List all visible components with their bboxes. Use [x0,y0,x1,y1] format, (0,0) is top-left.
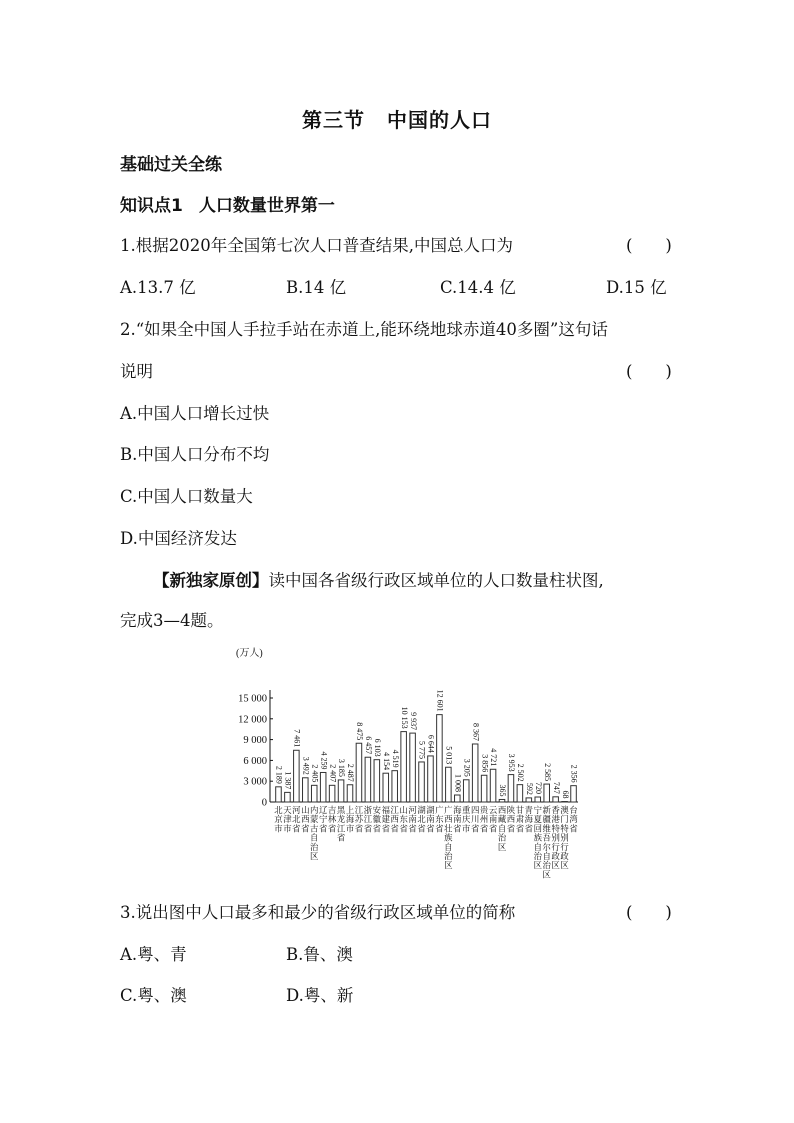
category-label-char: 林 [327,815,337,825]
category-label-char: 东 [435,815,444,825]
bar-value-label: 10 153 [399,706,409,729]
y-tick-label: 15 000 [238,693,267,705]
category-label-char: 市 [345,824,355,834]
category-label-char: 河 [408,806,417,815]
title-part2: 中国的人口 [387,108,492,132]
bar [294,750,300,802]
category-label-char: 行 [551,842,560,852]
category-label-char: 西 [390,815,399,825]
category-label-char: 陕 [506,806,516,815]
category-label-char: 自 [310,833,319,843]
bar-value-label: 12 601 [435,689,445,712]
category-label-char: 族 [444,833,453,843]
q3-answer-blank[interactable]: ( ) [626,903,672,922]
category-label-char: 吉 [327,806,337,815]
category-label-char: 天 [283,806,292,815]
bar [490,769,496,802]
category-label-char: 省 [426,824,435,834]
bar [329,785,335,802]
category-label-char: 广 [444,806,453,815]
bar [285,792,291,802]
q3-stem: 3.说出图中人口最多和最少的省级行政区域单位的简称 [120,903,516,922]
category-label-char: 省 [372,824,382,834]
bar [276,787,282,802]
category-label-char: 省 [292,824,301,834]
category-label-char: 族 [533,833,542,843]
category-label-char: 省 [318,824,328,834]
category-label-char: 宁 [318,815,328,825]
category-label-char: 省 [354,824,364,834]
category-label-char: 别 [560,833,569,843]
bar-value-label: 2 356 [569,764,579,783]
category-label-char: 西 [497,806,507,815]
q3-option-d[interactable]: D.粤、新 [286,986,354,1005]
intro-line2: 完成3—4题。 [120,611,224,630]
bar [544,784,550,802]
q1-option-b[interactable]: B.14 亿 [286,278,347,297]
category-label-char: 甘 [515,806,525,815]
category-label-char: 台 [569,806,578,815]
bar [365,757,371,802]
category-label-char: 福 [381,806,390,815]
category-label-char: 自 [497,824,507,834]
y-tick-label: 12 000 [238,714,267,726]
bar-value-label: 2 405 [310,764,320,783]
bar [472,744,478,802]
bar [347,785,353,802]
category-label-char: 南 [426,815,435,825]
category-label-char: 广 [435,806,444,815]
bar [428,756,434,802]
section-heading: 基础过关全练 [120,155,222,175]
category-label-char: 西 [506,815,516,825]
category-label-char: 省 [301,824,310,834]
category-label-char: 江 [354,806,364,815]
category-label-char: 江 [336,824,346,834]
category-label-char: 新 [542,806,551,815]
category-label-char: 州 [479,815,489,825]
bar-value-label: 4 259 [319,751,329,770]
category-label-char: 藏 [497,815,507,825]
category-label-char: 南 [453,815,462,825]
category-label-char: 回 [533,824,542,834]
category-label-char: 别 [551,833,560,843]
category-label-char: 吾 [542,833,551,843]
category-label-char: 尔 [542,842,551,852]
bar-value-label: 6 103 [372,738,382,757]
category-label-char: 龙 [336,815,346,825]
q1-stem: 1.根据2020年全国第七次人口普查结果,中国总人口为 [120,236,513,255]
bar-value-label: 1 008 [453,774,463,793]
bar [437,715,443,802]
category-label-char: 港 [551,815,560,825]
bar [571,786,577,802]
bar-value-label: 592 [524,782,534,795]
category-label-char: 宁 [533,806,542,815]
bar [374,760,380,802]
y-tick-label: 0 [261,797,267,809]
category-label-char: 自 [533,842,542,852]
bar-value-label: 5 013 [444,746,454,765]
bar-value-label: 4 154 [381,752,391,771]
category-label-char: 湾 [569,815,578,825]
category-label-char: 省 [435,824,444,834]
bar-value-label: 3 185 [337,758,347,777]
category-label-char: 治 [542,861,551,871]
category-label-char: 南 [408,815,417,825]
category-label-char: 区 [533,861,542,871]
bar [419,762,425,802]
category-label-char: 北 [274,806,283,815]
category-label-char: 区 [551,861,560,871]
bar-value-label: 6 644 [426,734,436,753]
category-label-char: 夏 [533,815,542,825]
category-label-char: 辽 [318,806,328,815]
title-part1: 第三节 [302,108,365,132]
bar [499,799,505,802]
category-label-char: 京 [274,815,283,825]
category-label-char: 西 [444,815,453,825]
category-label-char: 省 [390,824,399,834]
category-label-char: 省 [381,824,390,834]
q2-stem-line1: 2.“如果全中国人手拉手站在赤道上,能环绕地球赤道40多圈”这句话 [120,320,608,339]
category-label-char: 北 [292,815,301,825]
q1-answer-blank[interactable]: ( ) [626,236,672,255]
category-label-char: 江 [390,806,399,815]
category-label-char: 河 [292,806,301,815]
bar [481,775,487,802]
category-label-char: 行 [560,842,569,852]
category-label-char: 壮 [444,824,453,834]
category-label-char: 黑 [336,806,346,815]
bar [338,780,344,802]
bar [463,780,469,802]
intro-text1: 读中国各省级行政区域单位的人口数量柱状图, [268,571,604,590]
page-title [0,104,794,133]
category-label-char: 省 [417,824,426,834]
q1-option-d[interactable]: D.15 亿 [606,278,667,297]
bar [303,778,309,802]
category-label-char: 江 [363,815,373,825]
bar [311,785,317,802]
category-label-char: 庆 [462,815,471,825]
category-label-char: 湖 [417,806,426,815]
bar-value-label: 365 [498,784,508,797]
category-label-char: 北 [417,815,426,825]
category-label-char: 古 [310,824,319,834]
category-label-char: 西 [301,815,310,825]
category-label-char: 海 [524,815,534,825]
bar-value-label: 720 [533,782,543,795]
bar-value-label: 3 953 [507,753,517,772]
category-label-char: 省 [327,824,337,834]
category-label-char: 川 [470,815,480,825]
category-label-char: 省 [569,824,578,834]
category-label-char: 省 [399,824,408,834]
q2-option-a[interactable]: A.中国人口增长过快 [120,404,270,423]
category-label-char: 徽 [372,815,382,825]
y-axis-unit-label: (万人) [236,648,263,659]
category-label-char: 香 [551,806,560,815]
y-tick-label: 3 000 [243,776,267,788]
knowledge-point-heading [120,191,335,216]
bar-value-label: 8 475 [355,722,365,741]
bar [526,798,532,802]
category-label-char: 市 [462,824,471,834]
category-label-char: 肃 [515,815,525,825]
category-label-char: 青 [524,806,534,815]
bar [535,797,541,802]
bar-value-label: 8 367 [471,722,481,741]
category-label-char: 苏 [354,815,364,825]
category-label-char: 蒙 [310,815,319,825]
q2-option-d[interactable]: D.中国经济发达 [120,529,237,548]
category-label-char: 政 [551,852,560,861]
bar-value-label: 5 775 [417,740,427,759]
category-label-char: 省 [506,824,516,834]
q1-option-c[interactable]: C.14.4 亿 [440,278,516,297]
y-tick-label: 9 000 [243,735,267,747]
category-label-char: 东 [399,815,408,825]
category-label-char: 湖 [426,806,435,815]
bar [446,767,452,802]
category-label-char: 省 [479,824,489,834]
q3-option-b[interactable]: B.鲁、澳 [286,945,353,964]
q2-option-c[interactable]: C.中国人口数量大 [120,487,253,506]
bar [401,732,407,802]
category-label-char: 山 [399,806,408,815]
category-label-char: 区 [560,861,569,871]
category-label-char: 上 [345,806,355,815]
category-label-char: 贵 [479,806,489,815]
category-label-char: 治 [497,833,507,843]
q3-option-c[interactable]: C.粤、澳 [120,986,187,1005]
category-label-char: 省 [453,824,462,834]
bar-value-label: 4 519 [390,749,400,768]
category-label-char: 治 [444,852,453,861]
q2-stem-line2: 说明 [120,362,153,381]
category-label-char: 四 [470,806,480,815]
category-label-char: 治 [533,852,542,861]
bar-value-label: 1 387 [283,771,293,790]
category-label-char: 区 [542,870,551,880]
category-label-char: 治 [310,842,319,852]
bar-value-label: 2 407 [328,764,338,783]
bar [517,785,523,802]
bar-value-label: 6 457 [364,736,374,755]
category-label-char: 特 [560,824,569,834]
bar-value-label: 3 856 [480,754,490,773]
category-label-char: 省 [336,833,346,843]
bar-value-label: 2 585 [542,763,552,782]
category-label-char: 政 [560,852,569,861]
population-bar-chart [230,640,590,880]
category-label-char: 省 [363,824,373,834]
category-label-char: 疆 [542,815,551,825]
category-label-char: 自 [444,842,453,852]
q1-option-a[interactable]: A.13.7 亿 [120,278,196,297]
source-bracket: 【新独家原创】 [153,571,269,590]
bar-value-label: 2 487 [346,763,356,782]
category-label-char: 山 [301,806,310,815]
q2-answer-blank[interactable]: ( ) [626,362,672,381]
q3-option-a[interactable]: A.粤、青 [120,945,187,964]
bar-value-label: 747 [551,781,561,794]
bar-value-label: 3 492 [301,756,311,775]
category-label-char: 海 [453,806,462,815]
category-label-char: 建 [381,815,390,825]
bar-value-label: 2 502 [516,763,526,782]
category-label-char: 门 [560,815,569,825]
category-label-char: 省 [408,824,417,834]
bar-value-label: 9 937 [408,712,418,731]
category-label-char: 区 [444,861,453,871]
category-label-char: 内 [310,806,319,815]
bar [553,797,559,802]
bar-value-label: 68 [560,790,570,799]
category-label-char: 南 [488,815,498,825]
category-label-char: 省 [488,824,498,834]
intro-line1 [153,567,604,591]
category-label-char: 津 [283,815,292,825]
category-label-char: 云 [488,806,498,815]
bar [392,771,398,802]
knowledge-point-number: 知识点1 [120,196,183,216]
bar [356,743,362,802]
category-label-char: 区 [497,842,507,852]
bar [508,775,514,802]
bar [455,795,461,802]
bar-value-label: 2 189 [274,765,284,784]
q2-option-b[interactable]: B.中国人口分布不均 [120,445,270,464]
category-label-char: 特 [551,824,560,834]
category-label-char: 省 [470,824,480,834]
y-tick-label: 6 000 [243,755,267,767]
category-label-char: 安 [372,806,382,815]
category-label-char: 区 [310,852,319,861]
bar [383,773,389,802]
bar-value-label: 4 721 [489,748,499,767]
category-label-char: 浙 [363,806,373,815]
category-label-char: 自 [542,852,551,861]
category-label-char: 维 [542,824,551,834]
category-label-char: 澳 [560,806,569,815]
bar [410,733,416,802]
bar-value-label: 7 461 [292,729,302,748]
category-label-char: 海 [345,815,355,825]
category-label-char: 重 [462,806,471,815]
category-label-char: 省 [515,824,525,834]
category-label-char: 市 [274,824,283,834]
category-label-char: 省 [524,824,534,834]
category-label-char: 市 [283,824,292,834]
bar-value-label: 3 205 [462,758,472,777]
bar [320,772,326,802]
knowledge-point-title: 人口数量世界第一 [198,196,335,216]
